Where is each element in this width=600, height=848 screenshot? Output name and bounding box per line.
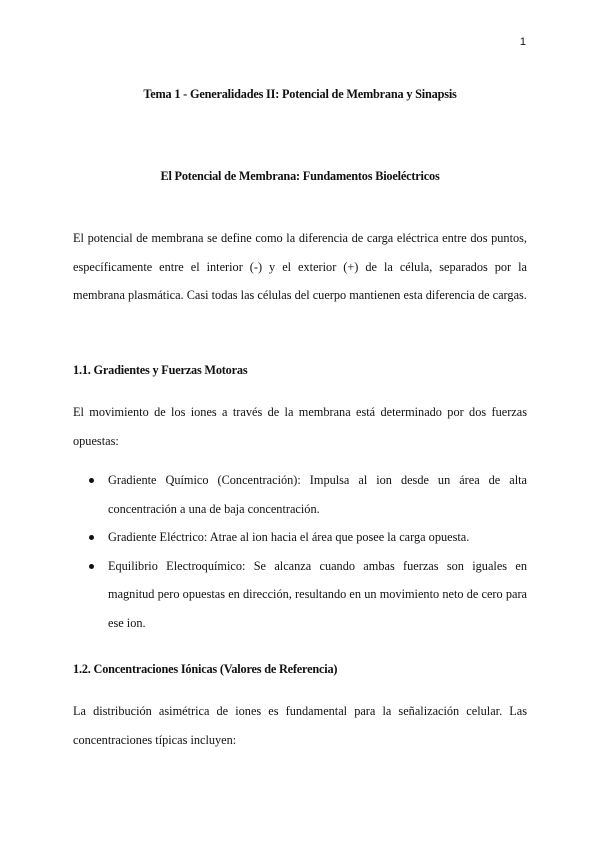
intro-paragraph: El potencial de membrana se define como la diferencia de carga eléctrica entre dos puntos, específicamente entre el interior (-) y el exterior (+) de la célula, separados por la membrana plasmática. Casi todas las células del cuerpo mantienen esta diferencia de cargas. bbox=[73, 231, 527, 302]
bullet-dot-icon bbox=[89, 478, 94, 483]
bullet-dot-icon bbox=[89, 564, 94, 569]
section-title: El Potencial de Membrana: Fundamentos Bioeléctricos bbox=[160, 169, 440, 183]
subsection-1-heading: 1.1. Gradientes y Fuerzas Motoras bbox=[73, 363, 248, 377]
subsection-2-heading: 1.2. Concentraciones Iónicas (Valores de Referencia) bbox=[73, 662, 338, 676]
bullet-text: Gradiente Químico (Concentración): Impulsa al ion desde un área de alta concentración a una de baja concentración. bbox=[108, 473, 527, 516]
bullet-item-chemical-gradient bbox=[73, 466, 527, 523]
bullet-item-electric-gradient bbox=[73, 523, 527, 552]
bullet-text: Equilibrio Electroquímico: Se alcanza cuando ambas fuerzas son iguales en magnitud pero opuestas en dirección, resultando en un movimiento neto de cero para ese ion. bbox=[108, 558, 527, 630]
subsection-1-paragraph: El movimiento de los iones a través de la membrana está determinado por dos fuerzas opuestas: bbox=[73, 405, 527, 448]
document-title: Tema 1 - Generalidades II: Potencial de Membrana y Sinapsis bbox=[143, 87, 457, 101]
page-number: 1 bbox=[519, 36, 526, 48]
bullet-text: Gradiente Eléctrico: Atrae al ion hacia el área que posee la carga opuesta. bbox=[108, 530, 470, 544]
bullet-dot-icon bbox=[89, 535, 94, 540]
bullet-item-electrochemical-equilibrium bbox=[73, 552, 527, 638]
forces-bullet-list bbox=[73, 466, 527, 637]
subsection-2-paragraph: La distribución asimétrica de iones es fundamental para la señalización celular. Las concentraciones típicas incluyen: bbox=[73, 704, 527, 747]
